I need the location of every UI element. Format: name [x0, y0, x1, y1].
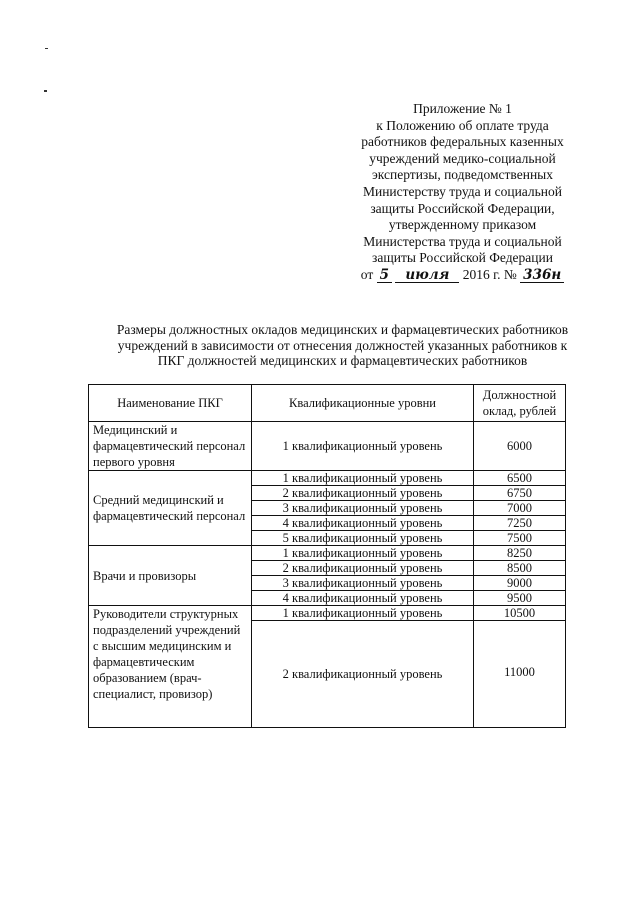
salary-value: 11000	[474, 621, 566, 728]
salary-value: 9500	[474, 591, 566, 606]
column-header: Квалификационные уровни	[252, 385, 474, 422]
salary-value: 7500	[474, 531, 566, 546]
column-header: Наименование ПКГ	[89, 385, 252, 422]
group-name: Врачи и провизоры	[89, 546, 252, 606]
header-line: защиты Российской Федерации	[372, 250, 553, 266]
salary-value: 8250	[474, 546, 566, 561]
header-line: Министерству труда и социальной	[362, 183, 562, 199]
salary-value: 7250	[474, 516, 566, 531]
column-header: Должностной оклад, рублей	[474, 385, 566, 422]
header-line: экспертизы, подведомственных	[372, 167, 553, 183]
table-row	[89, 606, 566, 621]
qualification-level: 1 квалификационный уровень	[252, 546, 474, 561]
qualification-level: 1 квалификационный уровень	[252, 471, 474, 486]
group-name: Средний медицинский и фармацевтический персонал	[89, 471, 252, 546]
salary-value: 6750	[474, 486, 566, 501]
handwritten-day: 5	[377, 268, 392, 283]
date-year: 2016 г. №	[462, 266, 517, 282]
header-line: к Положению об оплате труда	[376, 117, 549, 133]
qualification-level: 1 квалификационный уровень	[252, 606, 474, 621]
appendix-header	[340, 101, 585, 284]
table-row	[89, 546, 566, 561]
qualification-level: 3 квалификационный уровень	[252, 501, 474, 516]
scan-speck	[44, 90, 47, 92]
title-line: учреждений в зависимости от отнесения должностей указанных работников к	[117, 337, 568, 353]
header-line: защиты Российской Федерации,	[370, 200, 555, 216]
group-name: Руководители структурных подразделений учреждений с высшим медицинским и фармацевтическим образованием (врач-специалист, провизор)	[89, 606, 252, 728]
table-row	[89, 422, 566, 471]
qualification-level: 4 квалификационный уровень	[252, 516, 474, 531]
document-title	[80, 322, 605, 369]
order-date-line	[340, 267, 585, 284]
salary-value: 10500	[474, 606, 566, 621]
header-line: учреждений медико-социальной	[369, 150, 556, 166]
header-line: работников федеральных казенных	[361, 134, 564, 150]
scan-speck	[45, 48, 48, 49]
table-row	[89, 471, 566, 486]
qualification-level: 2 квалификационный уровень	[252, 486, 474, 501]
header-line: Министерства труда и социальной	[363, 233, 562, 249]
table-header-row	[89, 385, 566, 422]
qualification-level: 3 квалификационный уровень	[252, 576, 474, 591]
salary-value: 7000	[474, 501, 566, 516]
qualification-level: 5 квалификационный уровень	[252, 531, 474, 546]
qualification-level: 1 квалификационный уровень	[252, 422, 474, 471]
qualification-level: 4 квалификационный уровень	[252, 591, 474, 606]
title-line: ПКГ должностей медицинских и фармацевтических работников	[157, 353, 528, 369]
group-name: Медицинский и фармацевтический персонал первого уровня	[89, 422, 252, 471]
handwritten-month: июля	[395, 268, 459, 283]
salary-table	[88, 384, 566, 728]
salary-value: 6500	[474, 471, 566, 486]
handwritten-order-number: 336н	[520, 268, 564, 283]
salary-value: 6000	[474, 422, 566, 471]
qualification-level: 2 квалификационный уровень	[252, 621, 474, 728]
salary-value: 9000	[474, 576, 566, 591]
qualification-level: 2 квалификационный уровень	[252, 561, 474, 576]
salary-value: 8500	[474, 561, 566, 576]
title-line: Размеры должностных окладов медицинских и фармацевтических работников	[116, 322, 569, 337]
header-line: Приложение № 1	[413, 101, 512, 116]
date-prefix: от	[360, 266, 374, 282]
header-line: утвержденному приказом	[388, 217, 537, 233]
